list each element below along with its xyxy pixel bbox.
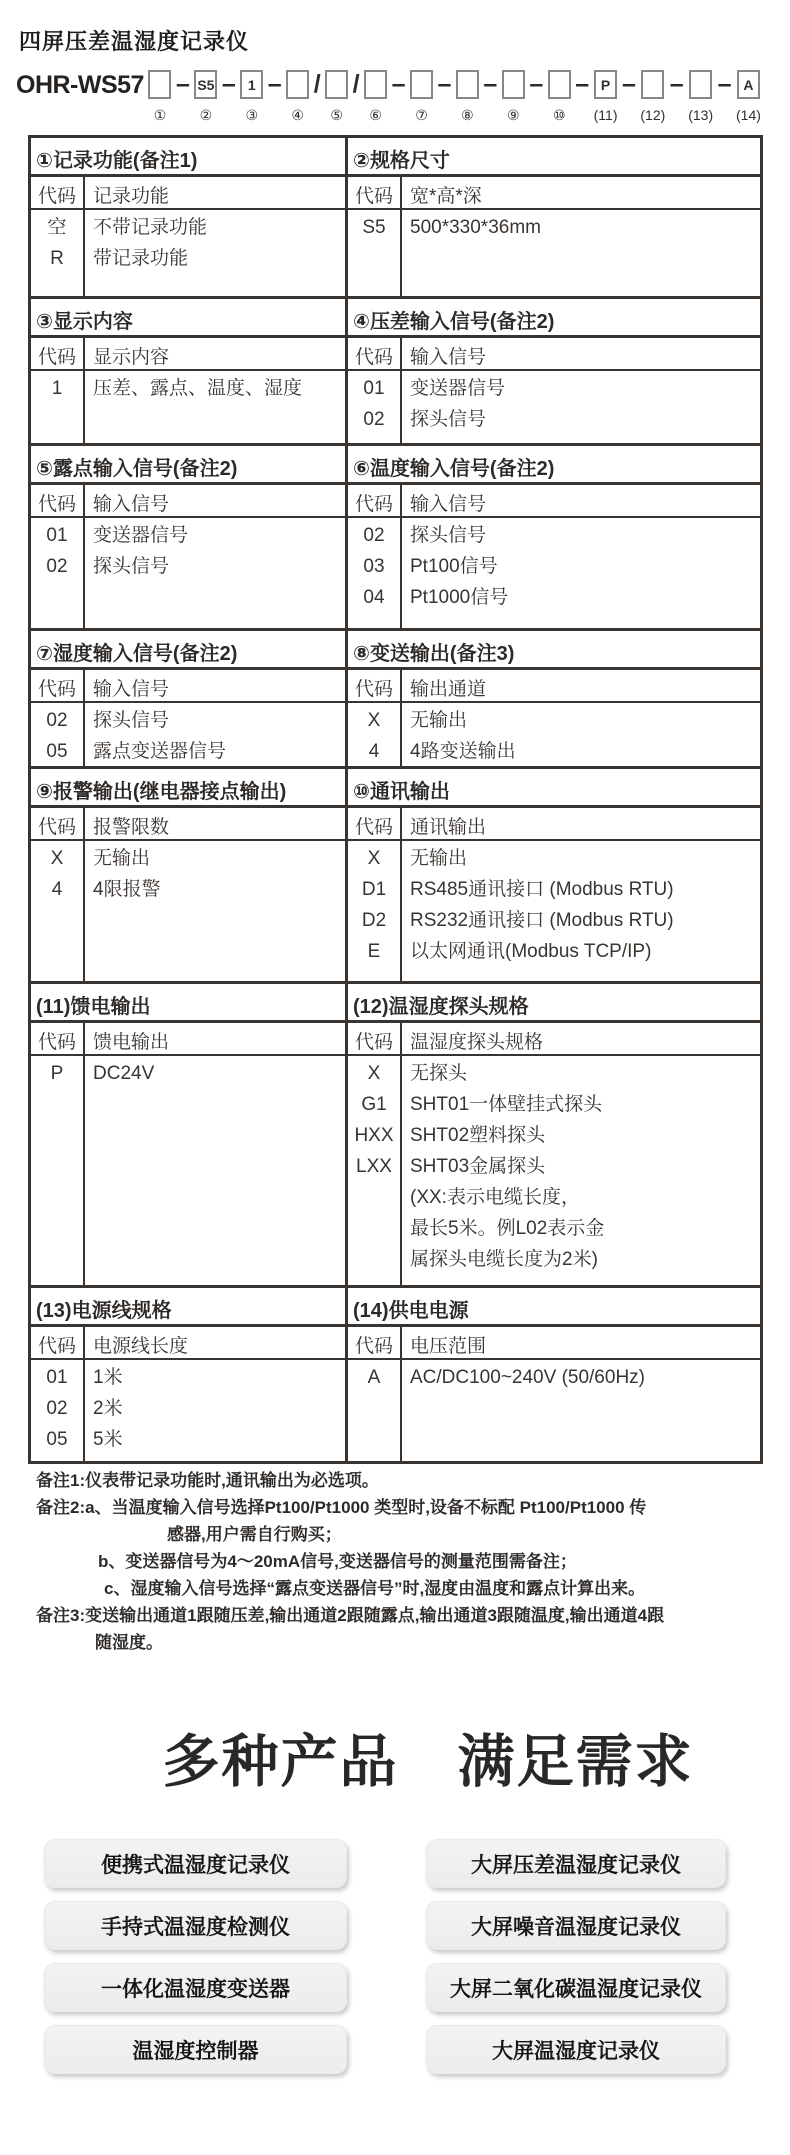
code-cell: 02 bbox=[363, 409, 385, 430]
code-cell: D2 bbox=[361, 910, 387, 931]
model-box-index-9: ⑨ bbox=[507, 107, 520, 123]
separator-dash: – bbox=[267, 70, 282, 98]
code-cell: HXX bbox=[354, 1125, 394, 1146]
code-cell: E bbox=[367, 941, 381, 962]
note-line-1: 备注1:仪表带记录功能时,通讯输出为必选项。 bbox=[36, 1471, 379, 1490]
model-box-index-14: (14) bbox=[736, 107, 761, 123]
product-button-bigscreen-co2[interactable]: 大屏二氧化碳温湿度记录仪 bbox=[426, 1963, 726, 2012]
section-title: 供电电源 bbox=[388, 1300, 469, 1322]
section-title: 显示内容 bbox=[52, 311, 133, 333]
col-header-desc: 电源线长度 bbox=[93, 1336, 189, 1357]
model-segment-8 bbox=[456, 70, 479, 122]
desc-cells bbox=[402, 1360, 760, 1461]
col-header-code: 代码 bbox=[348, 808, 402, 839]
products-grid bbox=[44, 1839, 726, 2074]
model-box-index-6: ⑥ bbox=[369, 107, 382, 123]
col-header-code: 代码 bbox=[348, 338, 402, 369]
model-box-index-10: ⑩ bbox=[552, 107, 566, 123]
desc-cells bbox=[85, 841, 345, 981]
separator-dash: – bbox=[529, 70, 544, 98]
col-header-desc: 温湿度探头规格 bbox=[410, 1032, 544, 1053]
col-header-desc: 电压范围 bbox=[410, 1336, 487, 1357]
section-title: 电源线规格 bbox=[71, 1300, 172, 1322]
code-cells bbox=[348, 518, 402, 628]
product-button-integrated-transmitter[interactable]: 一体化温湿度变送器 bbox=[44, 1963, 347, 2012]
col-header-desc: 输入信号 bbox=[93, 679, 170, 700]
section-display-content bbox=[31, 296, 345, 443]
section-number: (14) bbox=[353, 1300, 389, 1322]
section-communication-output bbox=[345, 766, 760, 981]
code-cells bbox=[31, 703, 85, 766]
code-cell: 4 bbox=[368, 741, 380, 762]
col-header-desc: 通讯输出 bbox=[410, 817, 487, 838]
code-cell: 05 bbox=[46, 1429, 68, 1450]
section-alarm-output bbox=[31, 766, 345, 981]
code-cell: 01 bbox=[46, 525, 68, 546]
section-dewpoint-input bbox=[31, 443, 345, 628]
code-cell: A bbox=[367, 1367, 381, 1388]
col-header-desc: 输出通道 bbox=[410, 679, 487, 700]
note-line-5: c、湿度输入信号选择“露点变送器信号”时,湿度由温度和露点计算出来。 bbox=[104, 1579, 646, 1598]
code-cells bbox=[31, 371, 85, 443]
note-line-3: 感器,用户需自行购买； bbox=[167, 1525, 342, 1544]
code-cell: 04 bbox=[363, 587, 385, 608]
page-title: 四屏压差温湿度记录仪 bbox=[19, 29, 250, 54]
code-cell: 01 bbox=[363, 378, 385, 399]
col-header-desc: 宽*高*深 bbox=[410, 186, 482, 207]
desc-cell: 5米 bbox=[93, 1429, 123, 1450]
section-title: 温湿度探头规格 bbox=[388, 996, 529, 1018]
note-line-2: 备注2:a、当温度输入信号选择Pt100/Pt1000 类型时,设备不标配 Pt100/Pt1000 传 bbox=[36, 1498, 647, 1517]
separator-dash: – bbox=[483, 70, 498, 98]
desc-cell: SHT03金属探头 bbox=[410, 1156, 546, 1177]
section-probe-spec bbox=[345, 981, 760, 1285]
desc-cell: 探头信号 bbox=[93, 556, 170, 577]
code-cells bbox=[348, 1056, 402, 1285]
section-number: (11) bbox=[36, 996, 71, 1018]
code-cells bbox=[31, 1056, 85, 1285]
col-header-code: 代码 bbox=[31, 338, 85, 369]
code-cell: 02 bbox=[46, 556, 68, 577]
desc-cells bbox=[85, 1360, 345, 1461]
section-feed-output bbox=[31, 981, 345, 1285]
section-title: 规格尺寸 bbox=[369, 150, 450, 172]
desc-cell: 探头信号 bbox=[410, 409, 487, 430]
code-cell: X bbox=[50, 848, 64, 869]
code-cell: D1 bbox=[361, 879, 387, 900]
desc-cells bbox=[402, 841, 760, 981]
model-segment-10 bbox=[548, 70, 571, 122]
col-header-code: 代码 bbox=[348, 670, 402, 701]
separator-dash: – bbox=[175, 70, 190, 98]
code-cells bbox=[348, 1360, 402, 1461]
separator-dash: – bbox=[575, 70, 590, 98]
col-header-desc: 记录功能 bbox=[93, 186, 170, 207]
section-number: ② bbox=[353, 150, 370, 172]
model-box-index-7: ⑦ bbox=[415, 107, 428, 123]
code-cell: 4 bbox=[51, 879, 63, 900]
desc-cells bbox=[402, 1056, 760, 1285]
col-header-code: 代码 bbox=[348, 485, 402, 516]
model-segment-2 bbox=[194, 70, 217, 122]
desc-cell: 不带记录功能 bbox=[93, 217, 208, 238]
desc-cell: 无输出 bbox=[93, 848, 151, 869]
code-cell: 1 bbox=[51, 378, 63, 399]
model-segment-9 bbox=[502, 70, 525, 122]
section-number: ⑩ bbox=[353, 781, 370, 803]
code-cells bbox=[348, 210, 402, 296]
desc-cell: 探头信号 bbox=[93, 710, 170, 731]
model-segment-3 bbox=[240, 70, 263, 122]
code-cell: 05 bbox=[46, 741, 68, 762]
desc-cell: 4路变送输出 bbox=[410, 741, 516, 762]
section-number: ⑧ bbox=[353, 643, 370, 665]
code-cell: 02 bbox=[46, 1398, 68, 1419]
note-line-4: b、变送器信号为4～20mA信号,变送器信号的测量范围需备注； bbox=[98, 1552, 577, 1571]
desc-cell: AC/DC100~240V (50/60Hz) bbox=[410, 1367, 645, 1388]
desc-cell: 探头信号 bbox=[410, 525, 487, 546]
desc-cells bbox=[402, 518, 760, 628]
col-header-code: 代码 bbox=[348, 1327, 402, 1358]
code-cells bbox=[348, 841, 402, 981]
section-number: ⑦ bbox=[36, 643, 53, 665]
model-box-11: P bbox=[594, 70, 617, 99]
separator-dash: – bbox=[621, 70, 636, 98]
desc-cells bbox=[85, 210, 345, 296]
code-cells bbox=[31, 518, 85, 628]
product-button-humiture-controller[interactable]: 温湿度控制器 bbox=[44, 2025, 347, 2074]
separator-dash: – bbox=[221, 70, 236, 98]
section-title: 记录功能(备注1) bbox=[52, 150, 198, 172]
model-box-8 bbox=[456, 70, 479, 99]
separator-slash: / bbox=[313, 70, 321, 98]
product-button-portable-recorder[interactable]: 便携式温湿度记录仪 bbox=[44, 1839, 347, 1888]
model-box-index-8: ⑧ bbox=[461, 107, 474, 123]
separator-dash: – bbox=[391, 70, 406, 98]
code-cell: R bbox=[50, 248, 64, 269]
desc-cell: 4限报警 bbox=[93, 879, 161, 900]
code-cells bbox=[31, 1360, 85, 1461]
section-power-cord-spec bbox=[31, 1285, 345, 1461]
model-segment-12 bbox=[640, 70, 665, 122]
section-diff-pressure-input bbox=[345, 296, 760, 443]
section-number: (12) bbox=[353, 996, 389, 1018]
model-box-3: 1 bbox=[240, 70, 263, 99]
code-cells bbox=[31, 210, 85, 296]
desc-cells bbox=[402, 703, 760, 766]
section-title: 温度输入信号(备注2) bbox=[369, 458, 555, 480]
section-number: ③ bbox=[36, 311, 53, 333]
model-segment-1 bbox=[148, 70, 171, 122]
desc-cell: 属探头电缆长度为2米) bbox=[410, 1249, 598, 1270]
section-title: 馈电输出 bbox=[70, 996, 151, 1018]
desc-cell: DC24V bbox=[93, 1063, 155, 1084]
section-number: (13) bbox=[36, 1300, 72, 1322]
section-power-supply bbox=[345, 1285, 760, 1461]
note-line-6: 备注3:变送输出通道1跟随压差,输出通道2跟随露点,输出通道3跟随温度,输出通道4跟 bbox=[36, 1606, 665, 1625]
desc-cell: Pt100信号 bbox=[410, 556, 498, 577]
col-header-code: 代码 bbox=[31, 1327, 85, 1358]
col-header-code: 代码 bbox=[31, 485, 85, 516]
code-cell: G1 bbox=[361, 1094, 387, 1115]
desc-cell: RS485通讯接口 (Modbus RTU) bbox=[410, 879, 674, 900]
section-number: ⑤ bbox=[36, 458, 53, 480]
spec-table bbox=[28, 135, 763, 1464]
code-cell: X bbox=[367, 848, 381, 869]
desc-cell: 无输出 bbox=[410, 848, 468, 869]
model-box-12 bbox=[641, 70, 664, 99]
desc-cell: 露点变送器信号 bbox=[93, 741, 227, 762]
col-header-code: 代码 bbox=[31, 1023, 85, 1054]
code-cells bbox=[31, 841, 85, 981]
code-cells bbox=[348, 371, 402, 443]
code-cell: S5 bbox=[362, 217, 386, 238]
desc-cell: 压差、露点、温度、湿度 bbox=[93, 378, 303, 399]
model-box-5 bbox=[325, 70, 348, 99]
desc-cell: 1米 bbox=[93, 1367, 123, 1388]
model-box-index-12: (12) bbox=[640, 107, 666, 123]
desc-cell: 无输出 bbox=[410, 710, 468, 731]
code-cell: P bbox=[50, 1063, 64, 1084]
col-header-code: 代码 bbox=[31, 808, 85, 839]
model-box-10 bbox=[548, 70, 571, 99]
model-box-index-2: ② bbox=[199, 107, 213, 123]
code-cell: 03 bbox=[363, 556, 385, 577]
section-retransmission-output bbox=[345, 628, 760, 766]
product-button-handheld-detector[interactable]: 手持式温湿度检测仪 bbox=[44, 1901, 347, 1950]
model-box-index-13: (13) bbox=[688, 107, 714, 123]
separator-dash: – bbox=[437, 70, 452, 98]
desc-cell: Pt1000信号 bbox=[410, 587, 509, 608]
model-segment-7 bbox=[410, 70, 433, 122]
separator-dash: – bbox=[717, 70, 732, 98]
code-cell: X bbox=[367, 1063, 381, 1084]
desc-cell: 2米 bbox=[93, 1398, 123, 1419]
section-temperature-input bbox=[345, 443, 760, 628]
col-header-code: 代码 bbox=[348, 177, 402, 208]
model-box-2: S5 bbox=[194, 70, 217, 99]
desc-cells bbox=[402, 371, 760, 443]
desc-cell: 变送器信号 bbox=[93, 525, 189, 546]
section-title: 通讯输出 bbox=[369, 781, 450, 803]
code-cell: 02 bbox=[363, 525, 385, 546]
model-prefix: OHR-WS57 bbox=[16, 71, 144, 99]
desc-cell: RS232通讯接口 (Modbus RTU) bbox=[410, 910, 674, 931]
desc-cell: 变送器信号 bbox=[410, 378, 506, 399]
desc-cells bbox=[85, 518, 345, 628]
desc-cell: 最长5米。例L02表示金 bbox=[410, 1218, 605, 1239]
section-record-function bbox=[31, 138, 345, 296]
section-title: 压差输入信号(备注2) bbox=[369, 311, 555, 333]
code-cell: LXX bbox=[356, 1156, 392, 1177]
model-box-4 bbox=[286, 70, 309, 99]
desc-cell: SHT01一体壁挂式探头 bbox=[410, 1094, 603, 1115]
model-box-index-4: ④ bbox=[291, 107, 304, 123]
code-cell: X bbox=[367, 710, 381, 731]
col-header-desc: 馈电输出 bbox=[93, 1032, 170, 1053]
separator-dash: – bbox=[669, 70, 684, 98]
desc-cell: 500*330*36mm bbox=[410, 217, 541, 238]
model-box-9 bbox=[502, 70, 525, 99]
model-code-line bbox=[16, 70, 761, 122]
product-button-bigscreen-noise[interactable]: 大屏噪音温湿度记录仪 bbox=[426, 1901, 726, 1950]
section-humidity-input bbox=[31, 628, 345, 766]
code-cell: 空 bbox=[47, 217, 67, 238]
section-title: 露点输入信号(备注2) bbox=[52, 458, 238, 480]
desc-cell: (XX:表示电缆长度， bbox=[410, 1187, 580, 1208]
desc-cells bbox=[85, 703, 345, 766]
product-button-bigscreen-diff-pressure[interactable]: 大屏压差温湿度记录仪 bbox=[426, 1839, 726, 1888]
desc-cell: 带记录功能 bbox=[93, 248, 189, 269]
model-box-14: A bbox=[737, 70, 760, 99]
model-segment-11 bbox=[594, 70, 618, 122]
col-header-desc: 输入信号 bbox=[410, 347, 487, 368]
model-segment-5 bbox=[325, 70, 348, 122]
desc-cell: SHT02塑料探头 bbox=[410, 1125, 546, 1146]
section-number: ① bbox=[36, 150, 53, 172]
product-button-bigscreen-recorder[interactable]: 大屏温湿度记录仪 bbox=[426, 2025, 726, 2074]
col-header-desc: 显示内容 bbox=[93, 347, 170, 368]
desc-cells bbox=[402, 210, 760, 296]
section-title: 报警输出(继电器接点输出) bbox=[52, 781, 287, 803]
model-box-index-1: ① bbox=[153, 107, 167, 123]
desc-cell: 以太网通讯(Modbus TCP/IP) bbox=[410, 941, 652, 962]
col-header-desc: 输入信号 bbox=[93, 494, 170, 515]
section-title: 变送输出(备注3) bbox=[369, 643, 515, 665]
section-number: ④ bbox=[353, 311, 370, 333]
section-number: ⑨ bbox=[36, 781, 53, 803]
code-cells bbox=[348, 703, 402, 766]
separator-slash: / bbox=[352, 70, 360, 98]
section-number: ⑥ bbox=[353, 458, 370, 480]
section-title: 湿度输入信号(备注2) bbox=[52, 643, 238, 665]
col-header-desc: 输入信号 bbox=[410, 494, 487, 515]
col-header-code: 代码 bbox=[31, 177, 85, 208]
code-cell: 01 bbox=[46, 1367, 68, 1388]
model-box-index-5: ⑤ bbox=[330, 107, 343, 123]
desc-cells bbox=[85, 1056, 345, 1285]
note-line-7: 随湿度。 bbox=[95, 1633, 163, 1652]
model-segment-14 bbox=[736, 70, 761, 122]
section-size bbox=[345, 138, 760, 296]
model-box-index-3: ③ bbox=[245, 107, 259, 123]
model-segment-4 bbox=[286, 70, 309, 122]
model-box-13 bbox=[689, 70, 712, 99]
model-segment-13 bbox=[688, 70, 713, 122]
model-box-index-11: (11) bbox=[593, 107, 618, 123]
notes-block bbox=[36, 1467, 776, 1656]
col-header-code: 代码 bbox=[348, 1023, 402, 1054]
model-segment-6 bbox=[364, 70, 387, 122]
model-box-6 bbox=[364, 70, 387, 99]
model-box-1 bbox=[148, 70, 171, 99]
desc-cells bbox=[85, 371, 345, 443]
products-heading: 多种产品 满足需求 bbox=[162, 1730, 694, 1794]
code-cell: 02 bbox=[46, 710, 68, 731]
desc-cell: 无探头 bbox=[410, 1063, 468, 1084]
model-box-7 bbox=[410, 70, 433, 99]
col-header-desc: 报警限数 bbox=[93, 817, 170, 838]
col-header-code: 代码 bbox=[31, 670, 85, 701]
